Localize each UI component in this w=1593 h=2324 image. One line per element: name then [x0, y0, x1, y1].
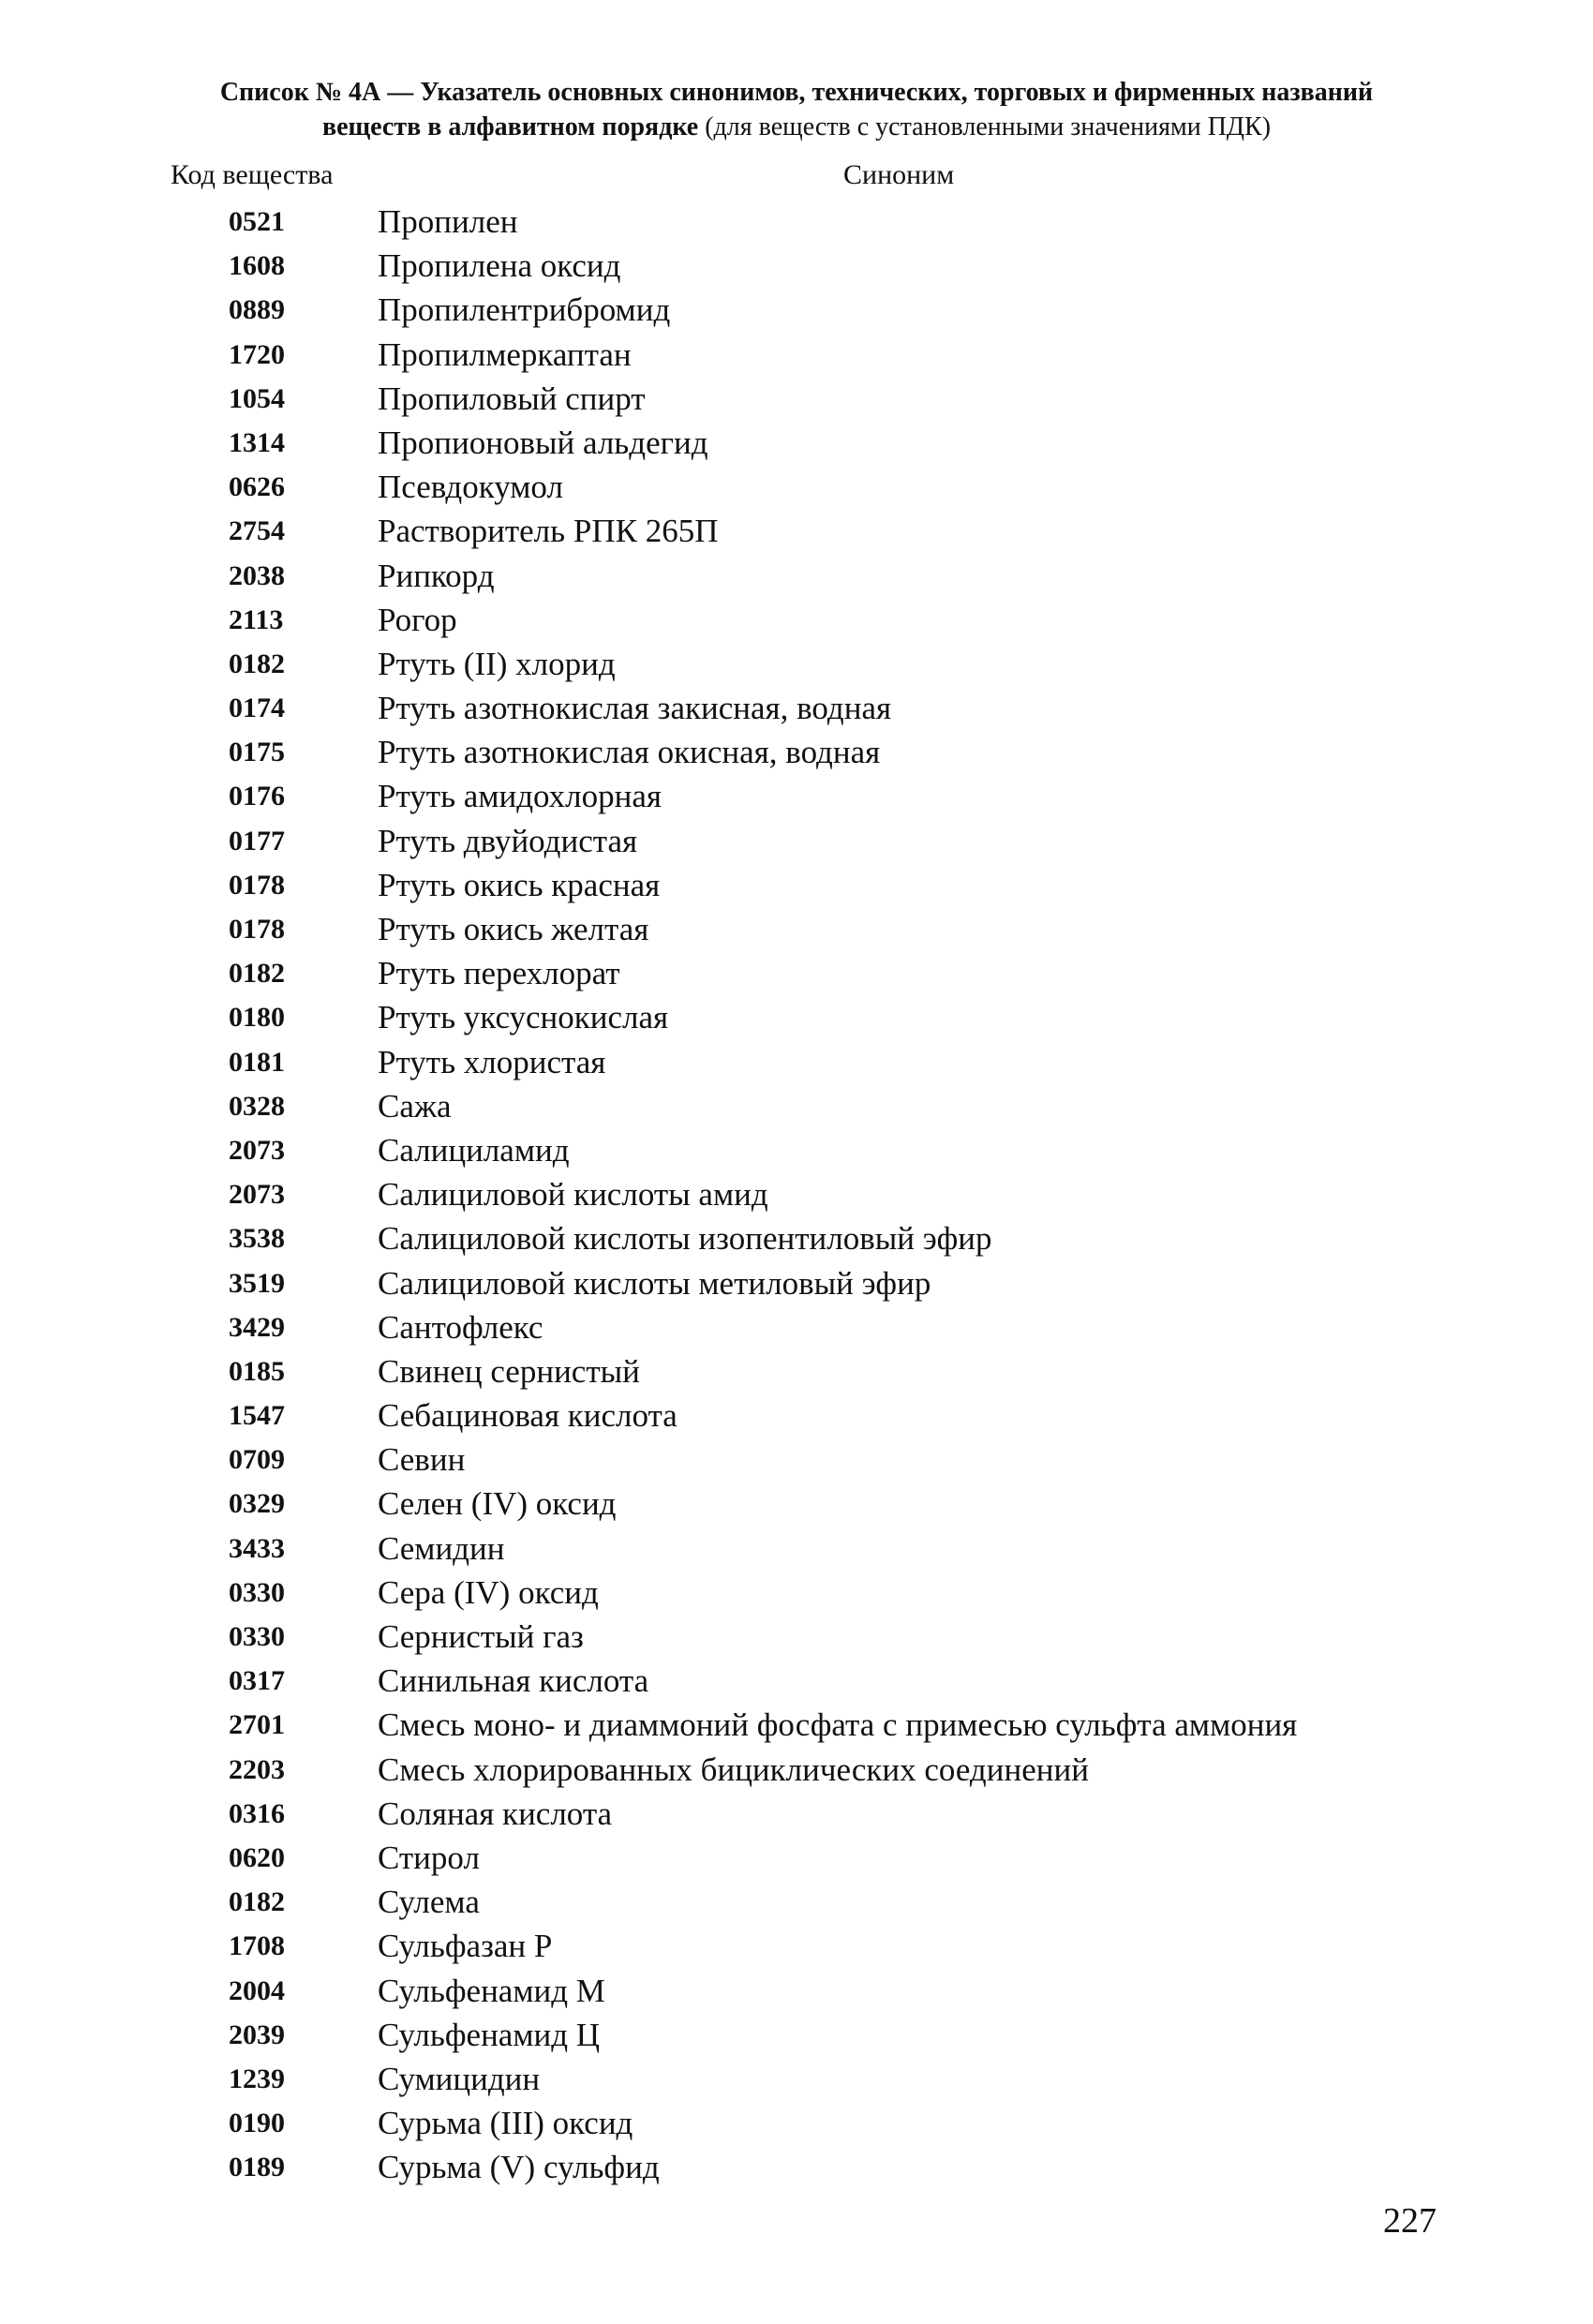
substance-code: 1547	[229, 1400, 285, 1432]
substance-code: 1708	[229, 1930, 285, 1962]
synonym-name: Ртуть перехлорат	[378, 955, 620, 992]
substance-code: 0180	[229, 1002, 285, 1034]
substance-code: 2113	[229, 603, 284, 635]
substance-code: 0174	[229, 693, 285, 724]
synonym-name: Салициловой кислоты амид	[378, 1176, 768, 1214]
synonym-name: Сульфенамид М	[378, 1972, 605, 2009]
substance-code: 0185	[229, 1355, 285, 1387]
list-item	[0, 1748, 1593, 1792]
substance-code: 0182	[229, 1886, 285, 1918]
synonym-name: Салициламид	[378, 1131, 570, 1169]
list-item	[0, 774, 1593, 818]
synonym-name: Рипкорд	[378, 557, 495, 594]
substance-code: 0176	[229, 781, 285, 812]
synonym-name: Селен (IV) оксид	[378, 1485, 617, 1523]
substance-code: 3429	[229, 1311, 285, 1343]
synonym-name: Ртуть двуйодистая	[378, 822, 638, 859]
synonym-name: Сернистый газ	[378, 1618, 584, 1655]
synonym-name: Себациновая кислота	[378, 1397, 677, 1435]
list-item	[0, 1969, 1593, 2013]
synonym-name: Рогор	[378, 601, 457, 638]
substance-code: 0175	[229, 737, 285, 768]
synonym-name: Сульфазан Р	[378, 1928, 553, 1965]
synonym-name: Ртуть (II) хлорид	[378, 645, 616, 682]
list-item	[0, 1349, 1593, 1393]
synonym-name: Сульфенамид Ц	[378, 2016, 601, 2053]
synonym-name: Сурьма (V) сульфид	[378, 2149, 660, 2186]
list-item	[0, 1880, 1593, 1924]
list-item	[0, 863, 1593, 907]
list-item	[0, 1040, 1593, 1084]
list-item	[0, 1615, 1593, 1659]
substance-code: 2073	[229, 1179, 285, 1211]
list-item	[0, 1703, 1593, 1747]
list-item	[0, 1084, 1593, 1128]
list-item	[0, 686, 1593, 730]
list-item	[0, 642, 1593, 686]
title-line-2	[141, 110, 1452, 144]
synonym-name: Салициловой кислоты метиловый эфир	[378, 1264, 931, 1302]
substance-code: 1720	[229, 338, 285, 370]
list-item	[0, 288, 1593, 332]
list-item	[0, 333, 1593, 377]
list-item	[0, 1128, 1593, 1172]
synonym-name: Пропилена оксид	[378, 247, 621, 285]
list-item	[0, 1305, 1593, 1349]
substance-code: 3519	[229, 1267, 285, 1299]
list-item	[0, 1393, 1593, 1438]
column-header-code: Код вещества	[171, 159, 334, 190]
synonym-name: Ртуть уксуснокислая	[378, 999, 669, 1036]
synonym-name: Севин	[378, 1441, 466, 1479]
substance-code: 0177	[229, 825, 285, 857]
substance-code: 0626	[229, 471, 285, 503]
list-item	[0, 244, 1593, 288]
list-item	[0, 2057, 1593, 2101]
synonym-name: Свинец сернистый	[378, 1352, 640, 1390]
synonym-name: Сажа	[378, 1087, 452, 1125]
substance-code: 0189	[229, 2152, 285, 2183]
synonym-name: Соляная кислота	[378, 1795, 613, 1832]
title-line-2-bold: веществ в алфавитном порядке	[321, 112, 699, 142]
page-number: 227	[1383, 2201, 1437, 2241]
substance-code: 3538	[229, 1223, 285, 1255]
list-item	[0, 2145, 1593, 2189]
synonym-name: Ртуть окись желтая	[378, 911, 649, 947]
synonym-name: Сера (IV) оксид	[378, 1573, 599, 1611]
synonym-name: Сулема	[378, 1884, 480, 1921]
list-item	[0, 2101, 1593, 2145]
synonym-name: Семидин	[378, 1529, 505, 1567]
substance-code: 3433	[229, 1532, 285, 1564]
substance-code: 0620	[229, 1841, 285, 1873]
substance-code: 0328	[229, 1090, 285, 1122]
list-item	[0, 2013, 1593, 2057]
synonym-name: Пропиловый спирт	[378, 380, 646, 417]
synonym-name: Салициловой кислоты изопентиловый эфир	[378, 1220, 992, 1258]
title-line-1: Список № 4А — Указатель основных синонимов, технических, торговых и фирменных названий	[219, 78, 1374, 107]
column-header-synonym: Синоним	[843, 159, 955, 190]
substance-code: 0178	[229, 914, 285, 945]
list-item	[0, 377, 1593, 421]
list-item	[0, 819, 1593, 863]
list-item	[0, 509, 1593, 553]
synonym-name: Псевдокумол	[378, 469, 563, 506]
substance-code: 0521	[229, 206, 285, 237]
substance-code: 2004	[229, 1974, 285, 2006]
synonym-name: Смесь моно- и диаммоний фосфата с примесью сульфта аммония	[378, 1706, 1298, 1744]
synonym-name: Пропилен	[378, 203, 518, 240]
synonym-name: Ртуть хлористая	[378, 1043, 606, 1080]
substance-code: 0316	[229, 1797, 285, 1829]
list-item	[0, 995, 1593, 1039]
synonym-name: Ртуть окись красная	[378, 866, 661, 903]
title-line-2-normal: (для веществ с установленными значениями ПДК)	[705, 112, 1272, 142]
list-item	[0, 1659, 1593, 1703]
synonym-name: Растворитель РПК 265П	[378, 513, 719, 550]
substance-code: 0178	[229, 869, 285, 901]
synonym-name: Синильная кислота	[378, 1662, 649, 1700]
substance-code: 0182	[229, 958, 285, 990]
list-item	[0, 1216, 1593, 1260]
synonym-list	[0, 200, 1593, 2189]
substance-code: 1608	[229, 250, 285, 282]
substance-code: 0329	[229, 1488, 285, 1520]
substance-code: 0330	[229, 1621, 285, 1652]
substance-code: 2203	[229, 1753, 285, 1785]
list-item	[0, 1924, 1593, 1968]
substance-code: 2073	[229, 1134, 285, 1166]
synonym-name: Пропионовый альдегид	[378, 424, 708, 461]
substance-code: 2038	[229, 559, 285, 591]
synonym-name: Стирол	[378, 1839, 480, 1876]
substance-code: 0181	[229, 1046, 285, 1078]
list-item	[0, 1438, 1593, 1482]
substance-code: 0709	[229, 1444, 285, 1476]
list-item	[0, 421, 1593, 465]
substance-code: 1239	[229, 2063, 285, 2094]
column-headers	[0, 159, 1593, 197]
substance-code: 0317	[229, 1665, 285, 1697]
substance-code: 0889	[229, 294, 285, 326]
list-item	[0, 730, 1593, 774]
synonym-name: Ртуть амидохлорная	[378, 778, 662, 815]
substance-code: 1054	[229, 382, 285, 414]
substance-code: 0190	[229, 2108, 285, 2139]
substance-code: 0330	[229, 1576, 285, 1608]
substance-code: 1314	[229, 426, 285, 458]
synonym-name: Сурьма (III) оксид	[378, 2105, 633, 2142]
substance-code: 2039	[229, 2019, 285, 2050]
synonym-name: Пропилентрибромид	[378, 291, 671, 329]
list-item	[0, 465, 1593, 509]
synonym-name: Ртуть азотнокислая закисная, водная	[378, 690, 892, 727]
synonym-name: Пропилмеркаптан	[378, 335, 632, 373]
synonym-name: Ртуть азотнокислая окисная, водная	[378, 734, 881, 771]
list-item	[0, 200, 1593, 244]
list-item	[0, 1792, 1593, 1836]
synonym-name: Сумицидин	[378, 2060, 541, 2097]
list-item	[0, 1571, 1593, 1615]
list-item	[0, 1261, 1593, 1305]
substance-code: 2754	[229, 515, 285, 547]
list-item	[0, 1172, 1593, 1216]
list-item	[0, 554, 1593, 598]
list-item	[0, 907, 1593, 951]
document-title	[141, 75, 1452, 144]
list-item	[0, 951, 1593, 995]
list-item	[0, 1527, 1593, 1571]
list-item	[0, 1482, 1593, 1526]
substance-code: 0182	[229, 648, 285, 679]
synonym-name: Смесь хлорированных бициклических соединений	[378, 1750, 1089, 1788]
list-item	[0, 1836, 1593, 1880]
synonym-name: Сантофлекс	[378, 1308, 543, 1346]
list-item	[0, 598, 1593, 642]
substance-code: 2701	[229, 1709, 285, 1741]
